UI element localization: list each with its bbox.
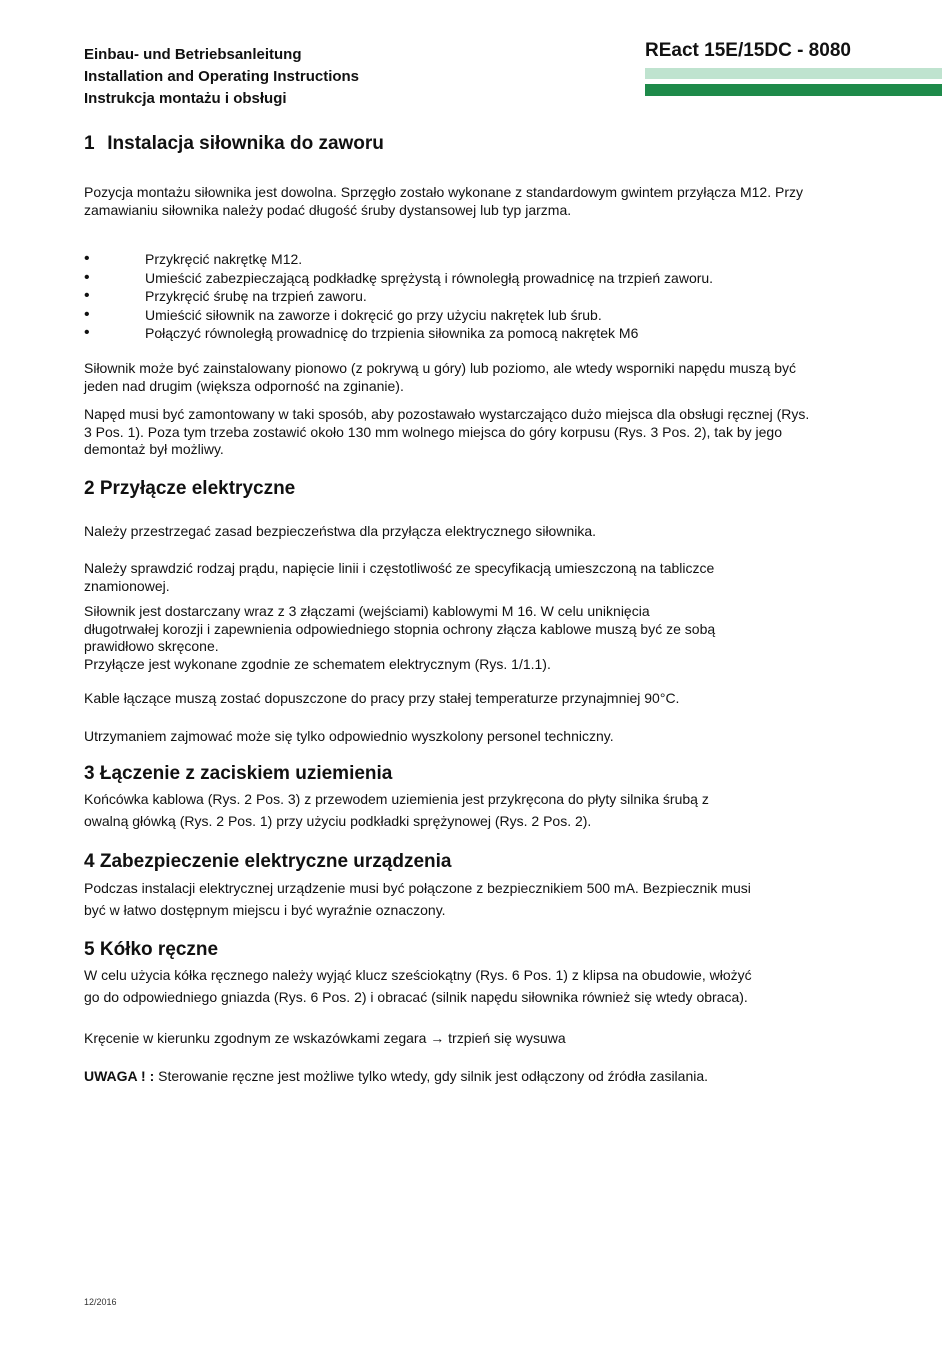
section2-paragraph-safety: Należy przestrzegać zasad bezpieczeństwa dla przyłącza elektrycznego siłownika. [84, 523, 597, 539]
section5-paragraph-direction: Kręcenie w kierunku zgodnym ze wskazówkami zegara → trzpień się wysuwa [84, 1030, 566, 1046]
section3-title: 3 Łączenie z zaciskiem uziemienia [84, 763, 393, 784]
list-item-text: Umieścić siłownik na zaworze i dokręcić go przy użyciu nakrętek lub śrub. [145, 306, 602, 323]
paragraph-line: prawidłowo skręcone. [84, 638, 219, 654]
warning-text: Sterowanie ręczne jest możliwe tylko wtedy, gdy silnik jest odłączony od źródła zasilania. [154, 1068, 709, 1084]
bullet-icon: • [84, 324, 90, 341]
bullet-icon: • [84, 268, 90, 286]
document-header [84, 44, 359, 110]
list-item [84, 306, 713, 325]
section1-paragraph-orientation: Siłownik może być zainstalowany pionowo (z pokrywą u góry) lub poziomo, ale wtedy wsporniki napędu muszą być jeden nad drugim (większa odporność na zginanie). [84, 360, 797, 394]
bullet-icon: • [84, 305, 90, 323]
bullet-icon: • [84, 287, 90, 304]
paragraph-line: Końcówka kablowa (Rys. 2 Pos. 3) z przewodem uziemienia jest przykręcona do płyty silnika śrubą z [84, 791, 709, 807]
list-item-text: Przykręcić nakrętkę M12. [145, 251, 303, 267]
section5-title: 5 Kółko ręczne [84, 939, 219, 960]
header-title-en: Installation and Operating Instructions [84, 68, 360, 85]
section1-intro: Pozycja montażu siłownika jest dowolna. Sprzęgło zostało wykonane z standardowym gwintem przyłącza M12. Przy zamawianiu siłownika należy podać długość śruby dystansowej lub typ jarzma. [84, 184, 803, 218]
list-item [84, 269, 713, 288]
list-item-text: Umieścić zabezpieczającą podkładkę sprężystą i równoległą prowadnicę na trzpień zaworu. [145, 269, 714, 286]
section5-paragraph-handwheel [84, 965, 824, 1008]
paragraph-line: go do odpowiedniego gniazda (Rys. 6 Pos. 2) i obracać (silnik napędu siłownika również się wtedy obraca). [84, 988, 748, 1005]
footer-date: 12/2016 [84, 1297, 117, 1307]
header-title-pl: Instrukcja montażu i obsługi [84, 90, 287, 107]
list-item-text: Połączyć równoległą prowadnicę do trzpienia siłownika za pomocą nakrętek M6 [145, 325, 639, 341]
list-item [84, 250, 713, 269]
section1-number: 1 [84, 133, 95, 154]
bullet-icon: • [84, 250, 90, 267]
warning-label: UWAGA ! : [84, 1068, 155, 1084]
paragraph-line: długotrwałej korozji i zapewnienia odpowiedniego stopnia ochrony złącza kablowe muszą być ze sobą [84, 620, 716, 637]
paragraph-line: być w łatwo dostępnym miejscu i być wyraźnie oznaczony. [84, 901, 446, 918]
section2-paragraph-cable-glands [84, 603, 824, 673]
paragraph-line: Podczas instalacji elektrycznej urządzenie musi być połączone z bezpiecznikiem 500 mA. Bezpiecznik musi [84, 880, 751, 896]
list-item-text: Przykręcić śrubę na trzpień zaworu. [145, 288, 367, 304]
section5-warning [84, 1068, 824, 1086]
section1-title-text: Instalacja siłownika do zaworu [107, 133, 384, 154]
section2-paragraph-personnel: Utrzymaniem zajmować może się tylko odpowiednio wyszkolony personel techniczny. [84, 728, 614, 744]
paragraph-line: Siłownik jest dostarczany wraz z 3 złączami (wejściami) kablowymi M 16. W celu uniknięcia [84, 603, 650, 619]
paragraph-line: W celu użycia kółka ręcznego należy wyjąć klucz sześciokątny (Rys. 6 Pos. 1) z klipsa na obudowie, włożyć [84, 967, 752, 983]
section4-paragraph [84, 878, 824, 921]
section1-title [84, 133, 384, 155]
product-name: REact 15E/15DC - 8080 [645, 40, 851, 61]
section1-steps-list [84, 250, 713, 343]
section1-paragraph-clearance: Napęd musi być zamontowany w taki sposób, aby pozostawało wystarczająco dużo miejsca dla obsługi ręcznej (Rys. 3 Pos. 1). Poza tym trzeba zostawić około 130 mm wolnego miejsca do góry korpusu (Rys. 3 Pos. 2), tak by jego demontaż był możliwy. [84, 406, 810, 457]
header-title-de: Einbau- und Betriebsanleitung [84, 46, 302, 63]
header-accent-bar-light [645, 68, 942, 79]
list-item [84, 287, 713, 306]
section3-paragraph [84, 789, 824, 832]
section4-title: 4 Zabezpieczenie elektryczne urządzenia [84, 851, 452, 872]
section2-paragraph-nameplate: Należy sprawdzić rodzaj prądu, napięcie linii i częstotliwość ze specyfikacją umieszczoną na tabliczce znamionowej. [84, 560, 715, 594]
paragraph-line: owalną główką (Rys. 2 Pos. 1) przy użyciu podkładki sprężynowej (Rys. 2 Pos. 2). [84, 812, 592, 829]
list-item [84, 324, 713, 343]
header-accent-bar-dark [645, 84, 942, 96]
section2-paragraph-cables: Kable łączące muszą zostać dopuszczone do pracy przy stałej temperaturze przynajmniej 90°C. [84, 690, 680, 706]
section2-title: 2 Przyłącze elektryczne [84, 478, 296, 499]
paragraph-line: Przyłącze jest wykonane zgodnie ze schematem elektrycznym (Rys. 1/1.1). [84, 655, 551, 672]
